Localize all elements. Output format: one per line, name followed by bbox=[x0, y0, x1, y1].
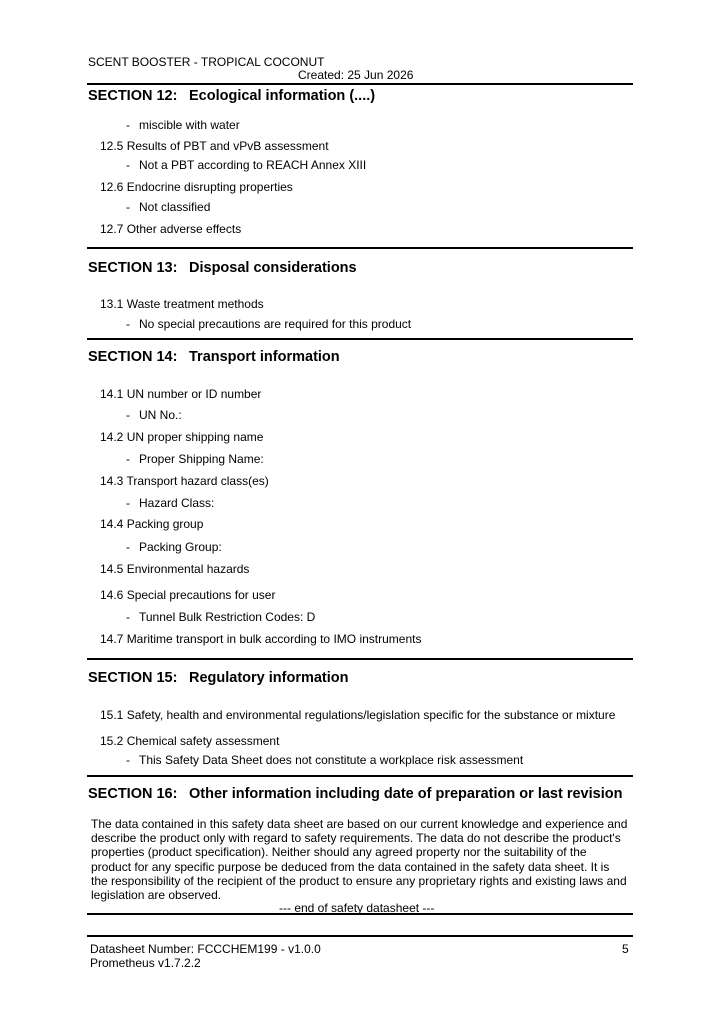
subsection-14-3: 14.3 Transport hazard class(es) bbox=[100, 474, 269, 488]
datasheet-number: Datasheet Number: FCCCHEM199 - v1.0.0 bbox=[90, 942, 321, 956]
paragraph-line: the responsibility of the recipient of the product to ensure any proprietary rights and existing laws and bbox=[91, 873, 627, 888]
section-13-heading bbox=[88, 260, 357, 276]
section-12-title: Ecological information (....) bbox=[189, 88, 376, 104]
created-date: Created: 25 Jun 2026 bbox=[298, 68, 414, 82]
section-14-title: Transport information bbox=[189, 349, 340, 365]
section-rule bbox=[87, 775, 633, 777]
paragraph-line: properties (product specification). Neither should any agreed property nor the suitability of the bbox=[91, 845, 587, 860]
page-number: 5 bbox=[622, 942, 629, 956]
section-rule bbox=[87, 247, 633, 249]
subsection-15-2: 15.2 Chemical safety assessment bbox=[100, 734, 280, 748]
software-version: Prometheus v1.7.2.2 bbox=[90, 956, 201, 970]
section-13-title: Disposal considerations bbox=[189, 260, 357, 276]
bullet-14-4: - Packing Group: bbox=[126, 540, 222, 554]
subsection-12-7: 12.7 Other adverse effects bbox=[100, 222, 242, 236]
subsection-14-7: 14.7 Maritime transport in bulk according to IMO instruments bbox=[100, 632, 422, 646]
bullet-15-2: - This Safety Data Sheet does not constitute a workplace risk assessment bbox=[126, 753, 524, 767]
section-rule bbox=[87, 658, 633, 660]
subsection-14-4: 14.4 Packing group bbox=[100, 517, 204, 531]
disclaimer-paragraph bbox=[91, 817, 636, 902]
bullet-miscible: - miscible with water bbox=[126, 118, 240, 132]
bullet-14-2: - Proper Shipping Name: bbox=[126, 452, 264, 466]
bullet-14-3: - Hazard Class: bbox=[126, 496, 215, 510]
section-15-heading bbox=[88, 670, 349, 686]
paragraph-line: The data contained in this safety data sheet are based on our current knowledge and experience and bbox=[91, 817, 628, 831]
product-name: SCENT BOOSTER - TROPICAL COCONUT bbox=[88, 55, 325, 69]
bullet-14-1: - UN No.: bbox=[126, 408, 182, 422]
section-13-number: SECTION 13: bbox=[88, 260, 178, 276]
section-15-title: Regulatory information bbox=[189, 670, 349, 686]
bullet-13-1: - No special precautions are required for this product bbox=[126, 317, 412, 331]
section-14-heading bbox=[88, 349, 340, 365]
subsection-14-1: 14.1 UN number or ID number bbox=[100, 387, 262, 401]
section-rule bbox=[87, 338, 633, 340]
section-rule bbox=[87, 913, 633, 915]
bullet-12-5: - Not a PBT according to REACH Annex XIII bbox=[126, 158, 367, 172]
section-16-heading bbox=[88, 786, 622, 802]
section-16-number: SECTION 16: bbox=[88, 786, 178, 802]
subsection-14-6: 14.6 Special precautions for user bbox=[100, 588, 276, 602]
header-rule bbox=[87, 83, 633, 85]
section-16-title: Other information including date of preparation or last revision bbox=[189, 786, 623, 802]
subsection-12-5: 12.5 Results of PBT and vPvB assessment bbox=[100, 139, 329, 153]
subsection-13-1: 13.1 Waste treatment methods bbox=[100, 297, 264, 311]
section-12-heading bbox=[88, 88, 375, 104]
paragraph-line: legislation are observed. bbox=[91, 888, 222, 903]
section-12-number: SECTION 12: bbox=[88, 88, 178, 104]
bullet-12-6: - Not classified bbox=[126, 200, 211, 214]
paragraph-line: product for any specific purpose be deduced from the data contained in the safety data sheet. It is bbox=[91, 859, 610, 874]
subsection-14-5: 14.5 Environmental hazards bbox=[100, 562, 250, 576]
bullet-14-6: - Tunnel Bulk Restriction Codes: D bbox=[126, 610, 316, 624]
section-14-number: SECTION 14: bbox=[88, 349, 178, 365]
end-of-datasheet: --- end of safety datasheet --- bbox=[279, 901, 435, 915]
subsection-15-1: 15.1 Safety, health and environmental regulations/legislation specific for the substance or mixture bbox=[100, 708, 616, 722]
subsection-12-6: 12.6 Endocrine disrupting properties bbox=[100, 180, 293, 194]
section-15-number: SECTION 15: bbox=[88, 670, 178, 686]
footer-rule bbox=[87, 935, 633, 937]
paragraph-line: describe the product only with regard to safety requirements. The data do not describe the product's bbox=[91, 831, 621, 846]
subsection-14-2: 14.2 UN proper shipping name bbox=[100, 430, 264, 444]
